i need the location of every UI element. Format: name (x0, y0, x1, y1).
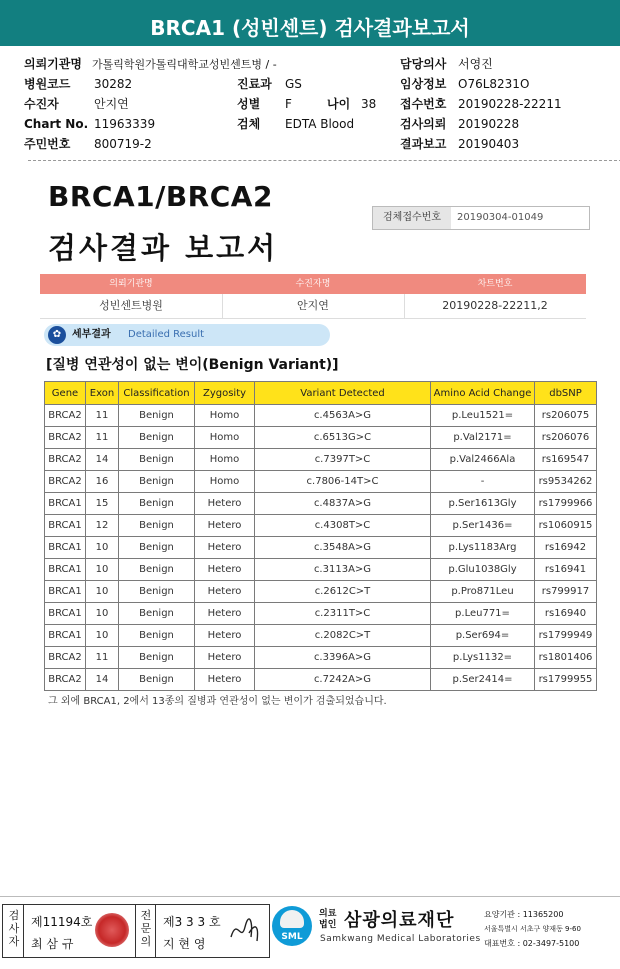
specialist-no: 제3 3 3 호 (163, 915, 221, 929)
institution-code: 요양기관 : 11365200 (484, 910, 564, 919)
footer-divider (0, 896, 620, 897)
cell: 16 (86, 471, 119, 493)
cell: Benign (119, 559, 195, 581)
cell: Benign (119, 625, 195, 647)
chart-no-label: Chart No. (24, 117, 89, 131)
department-value: GS (285, 77, 302, 91)
cell: Homo (195, 427, 255, 449)
detailed-result-pill (44, 324, 330, 346)
hospital-value: 가톨릭학원가톨릭대학교성빈센트병 / - (92, 58, 277, 71)
cell: rs799917 (535, 581, 597, 603)
signature-scribble (227, 913, 263, 947)
cell: BRCA1 (45, 493, 86, 515)
cell: Hetero (195, 493, 255, 515)
band-value-chart: 20190228-22211,2 (442, 299, 548, 312)
cell: Benign (119, 647, 195, 669)
banner-title: BRCA1 (성빈센트) 검사결과보고서 (150, 16, 470, 40)
cell: rs1799966 (535, 493, 597, 515)
report-title-en: BRCA1/BRCA2 (48, 180, 273, 213)
age-value: 38 (361, 97, 377, 111)
band-header-patient: 수진자명 (295, 279, 331, 289)
cell: rs206076 (535, 427, 597, 449)
pill-label-en: Detailed Result (128, 329, 205, 340)
col-exon: Exon (86, 382, 119, 405)
cell: p.Leu1521= (431, 405, 535, 427)
cell: BRCA1 (45, 625, 86, 647)
examiner-name: 최 삼 규 (31, 937, 74, 951)
cell: c.7242A>G (255, 669, 431, 691)
summary-note: 그 외에 BRCA1, 2에서 13종의 질병과 연관성이 없는 변이가 검출되었습니다. (48, 696, 387, 707)
sig-divider (135, 905, 136, 957)
cell: 10 (86, 603, 119, 625)
cell: c.4308T>C (255, 515, 431, 537)
org-phone: 대표번호 : 02-3497-5100 (484, 939, 580, 948)
specimen-label: 검체 (237, 117, 261, 131)
variant-table (44, 381, 597, 691)
cell: c.2082C>T (255, 625, 431, 647)
cell: Benign (119, 449, 195, 471)
cell: 14 (86, 669, 119, 691)
band-divider (222, 294, 223, 318)
cell: 10 (86, 625, 119, 647)
table-row (45, 493, 597, 515)
col-variant: Variant Detected (255, 382, 431, 405)
accession-value: 20190228-22211 (458, 97, 562, 111)
summary-values-band (40, 294, 586, 319)
col-classification: Classification (119, 382, 195, 405)
sig-divider (155, 905, 156, 957)
cell: c.3548A>G (255, 537, 431, 559)
cell: Benign (119, 405, 195, 427)
table-row (45, 603, 597, 625)
cell: p.Leu771= (431, 603, 535, 625)
cell: 10 (86, 581, 119, 603)
cell: BRCA2 (45, 405, 86, 427)
table-row (45, 427, 597, 449)
cell: p.Ser694= (431, 625, 535, 647)
resident-no-label: 주민번호 (24, 137, 71, 151)
cell: Hetero (195, 559, 255, 581)
table-row (45, 669, 597, 691)
cell: Benign (119, 493, 195, 515)
cell: 10 (86, 559, 119, 581)
cell: Benign (119, 669, 195, 691)
receipt-box (372, 206, 590, 230)
table-row (45, 515, 597, 537)
specialist-label: 전 문 의 (140, 909, 152, 948)
report-date-value: 20190403 (458, 137, 520, 151)
cell: p.Ser2414= (431, 669, 535, 691)
cell: Homo (195, 405, 255, 427)
signature-box (2, 904, 270, 958)
cell: rs1799955 (535, 669, 597, 691)
cell: rs206075 (535, 405, 597, 427)
patient-label: 수진자 (24, 97, 59, 111)
cell: rs16940 (535, 603, 597, 625)
band-value-patient: 안지연 (297, 299, 329, 312)
cell: Homo (195, 471, 255, 493)
cell: Benign (119, 515, 195, 537)
table-row (45, 537, 597, 559)
sml-logo (272, 906, 312, 946)
table-row (45, 559, 597, 581)
cell: BRCA1 (45, 603, 86, 625)
cell: p.Val2466Ala (431, 449, 535, 471)
ribbon-icon: ✿ (48, 326, 66, 344)
cell: 15 (86, 493, 119, 515)
specimen-value: EDTA Blood (285, 117, 355, 131)
cell: Benign (119, 581, 195, 603)
cell: BRCA2 (45, 427, 86, 449)
org-name: 삼광의료재단 (344, 910, 455, 931)
cell: rs1060915 (535, 515, 597, 537)
clinical-info-value: O76L8231O (458, 77, 530, 91)
cell: Benign (119, 471, 195, 493)
cell: Benign (119, 603, 195, 625)
cell: Homo (195, 449, 255, 471)
cell: BRCA1 (45, 581, 86, 603)
cell: - (431, 471, 535, 493)
cell: c.6513G>C (255, 427, 431, 449)
cell: BRCA2 (45, 449, 86, 471)
cell: rs16941 (535, 559, 597, 581)
specialist-name: 지 현 영 (163, 937, 206, 951)
cell: BRCA2 (45, 647, 86, 669)
table-row (45, 625, 597, 647)
receipt-value: 20190304-01049 (457, 212, 544, 223)
hospital-code-label: 병원코드 (24, 77, 71, 91)
chart-no-value: 11963339 (94, 117, 156, 131)
accession-label: 접수번호 (400, 97, 447, 111)
cell: p.Ser1613Gly (431, 493, 535, 515)
table-row (45, 581, 597, 603)
cell: Benign (119, 427, 195, 449)
band-divider (404, 294, 405, 318)
table-row (45, 449, 597, 471)
org-en: Samkwang Medical Laboratories (320, 934, 481, 944)
cell: 12 (86, 515, 119, 537)
request-date-value: 20190228 (458, 117, 520, 131)
sml-logo-text: SML (281, 932, 303, 942)
cell: BRCA2 (45, 669, 86, 691)
cell: 11 (86, 405, 119, 427)
report-date-label: 결과보고 (400, 137, 447, 151)
request-date-label: 검사의뢰 (400, 117, 447, 131)
cell: p.Val2171= (431, 427, 535, 449)
cell: rs1801406 (535, 647, 597, 669)
cell: 11 (86, 427, 119, 449)
cell: Hetero (195, 581, 255, 603)
cell: c.3396A>G (255, 647, 431, 669)
doctor-value: 서영진 (458, 57, 493, 71)
cell: 11 (86, 647, 119, 669)
cell: p.Lys1132= (431, 647, 535, 669)
cell: Hetero (195, 669, 255, 691)
col-gene: Gene (45, 382, 86, 405)
cell: 10 (86, 537, 119, 559)
cell: c.2612C>T (255, 581, 431, 603)
cell: Hetero (195, 647, 255, 669)
table-row (45, 405, 597, 427)
cell: Benign (119, 537, 195, 559)
cell: p.Pro871Leu (431, 581, 535, 603)
cell: BRCA1 (45, 537, 86, 559)
header-divider (28, 160, 620, 161)
report-title-ko: 검사결과 보고서 (48, 231, 279, 265)
cell: p.Glu1038Gly (431, 559, 535, 581)
sex-value: F (285, 97, 292, 111)
cell: c.7397T>C (255, 449, 431, 471)
cell: Hetero (195, 537, 255, 559)
col-zygosity: Zygosity (195, 382, 255, 405)
cell: rs1799949 (535, 625, 597, 647)
cell: rs16942 (535, 537, 597, 559)
cell: Hetero (195, 625, 255, 647)
band-value-hospital: 성빈센트병원 (99, 299, 163, 312)
age-field (327, 96, 376, 112)
org-type: 의료법인 (319, 909, 337, 930)
receipt-label: 검체접수번호 (373, 207, 451, 229)
cell: p.Ser1436= (431, 515, 535, 537)
cell: rs169547 (535, 449, 597, 471)
section-title: [질병 연관성이 없는 변이(Benign Variant)] (46, 357, 339, 373)
examiner-no: 제11194호 (31, 915, 93, 929)
cell: Hetero (195, 515, 255, 537)
cell: p.Lys1183Arg (431, 537, 535, 559)
cell: BRCA1 (45, 559, 86, 581)
report-banner (0, 0, 620, 46)
col-amino-acid: Amino Acid Change (431, 382, 535, 405)
cell: BRCA2 (45, 471, 86, 493)
clinical-info-label: 임상정보 (400, 77, 447, 91)
cell: c.7806-14T>C (255, 471, 431, 493)
cell: Hetero (195, 603, 255, 625)
patient-value: 안지연 (94, 97, 129, 111)
cell: rs9534262 (535, 471, 597, 493)
cell: c.3113A>G (255, 559, 431, 581)
table-header-row (45, 382, 597, 405)
org-address: 서울특별시 서초구 양재동 9-60 (484, 925, 581, 933)
band-header-hospital: 의뢰기관명 (109, 279, 153, 289)
band-header-chart: 차트번호 (477, 279, 513, 289)
resident-no-value: 800719-2 (94, 137, 152, 151)
examiner-seal (95, 913, 129, 947)
sex-label: 성별 (237, 97, 261, 111)
table-row (45, 647, 597, 669)
cell: BRCA1 (45, 515, 86, 537)
table-row (45, 471, 597, 493)
cell: c.4837A>G (255, 493, 431, 515)
header-right (400, 56, 562, 156)
col-dbsnp: dbSNP (535, 382, 597, 405)
hospital-code-value: 30282 (94, 77, 133, 91)
doctor-label: 담당의사 (400, 57, 447, 71)
summary-header-band (40, 274, 586, 294)
hospital-label: 의뢰기관명 (24, 57, 82, 71)
pill-label-ko: 세부결과 (72, 329, 111, 340)
sig-divider (23, 905, 24, 957)
cell: c.2311T>C (255, 603, 431, 625)
examiner-label: 검 사 자 (8, 909, 20, 948)
cell: 14 (86, 449, 119, 471)
department-label: 진료과 (237, 77, 272, 91)
cell: c.4563A>G (255, 405, 431, 427)
age-label: 나이 (327, 97, 351, 111)
